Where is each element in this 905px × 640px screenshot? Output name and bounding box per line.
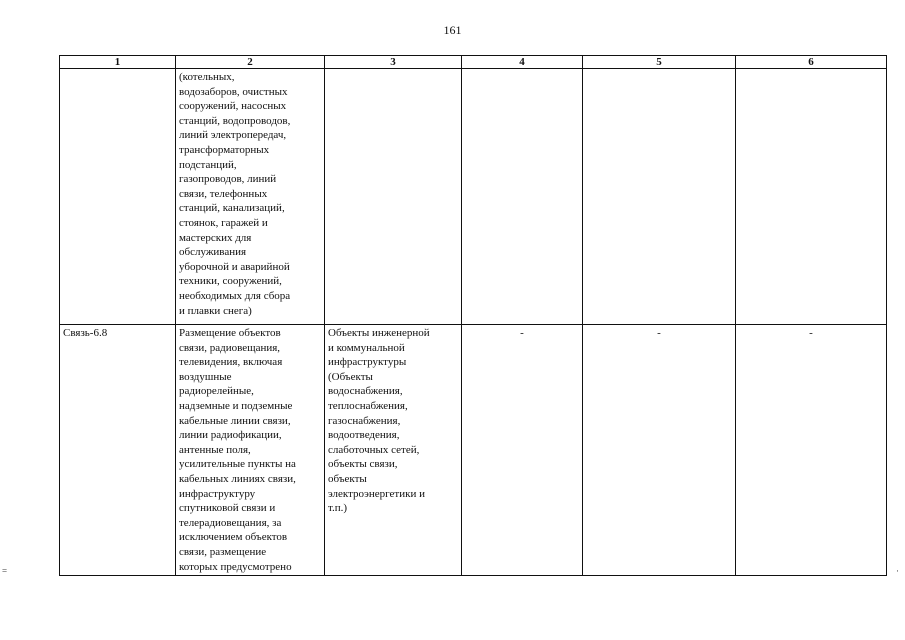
- page-number: 161: [443, 23, 462, 37]
- facility-list: Объекты инженерной и коммунальной инфраструктуры (Объекты водоснабжения, теплоснабжения, газоснабжения, водоотведения, слаботочных сетей, объекты связи, объекты электроэнергетики и т.п.): [328, 327, 430, 515]
- table-cell: [583, 69, 736, 325]
- column-header-1: 1: [60, 56, 176, 69]
- cell-text: [583, 69, 735, 70]
- table-cell: [736, 325, 887, 576]
- land-use-table: [59, 55, 887, 576]
- table-cell: [462, 69, 583, 325]
- table-row: [60, 325, 887, 576]
- cell-text: [462, 69, 582, 70]
- table-cell: [176, 69, 325, 325]
- right-edge-mark: ·: [896, 566, 899, 576]
- cell-text: [736, 69, 886, 70]
- dash-value: -: [809, 327, 813, 339]
- left-edge-mark: =: [2, 566, 8, 576]
- table-header-row: [60, 56, 887, 69]
- table-cell: [325, 69, 462, 325]
- table-cell: [583, 325, 736, 576]
- dash-value: -: [657, 327, 661, 339]
- table-cell: [325, 325, 462, 576]
- cell-text: [60, 69, 175, 70]
- zone-code: Связь-6.8: [63, 327, 108, 339]
- use-description: Размещение объектов связи, радиовещания, телевидения, включая воздушные радиорелейные, надземные и подземные кабельные линии связи, линии радиофикации, антенные поля, усилительные пункты на кабельных линиях связи, инфраструктуру спутниковой связи и телерадиовещания, за исключением объектов связи, размещение которых предусмотрено: [179, 327, 296, 573]
- table-row: [60, 69, 887, 325]
- dash-value: -: [520, 327, 524, 339]
- column-header-4: 4: [462, 56, 583, 69]
- table-cell: [60, 69, 176, 325]
- cell-text: (котельных, водозаборов, очистных сооружений, насосных станций, водопроводов, линий электропередач, трансформаторных подстанций, газопроводов, линий связи, телефонных станций, канализаций, стоянок, гаражей и мастерских для обслуживания уборочной и аварийной техники, сооружений, необходимых для сбора и плавки снега): [179, 71, 291, 317]
- table-cell: [60, 325, 176, 576]
- column-header-3: 3: [325, 56, 462, 69]
- table-cell: [736, 69, 887, 325]
- table-cell: [176, 325, 325, 576]
- column-header-5: 5: [583, 56, 736, 69]
- column-header-2: 2: [176, 56, 325, 69]
- column-header-6: 6: [736, 56, 887, 69]
- table-cell: [462, 325, 583, 576]
- cell-text: [325, 69, 461, 70]
